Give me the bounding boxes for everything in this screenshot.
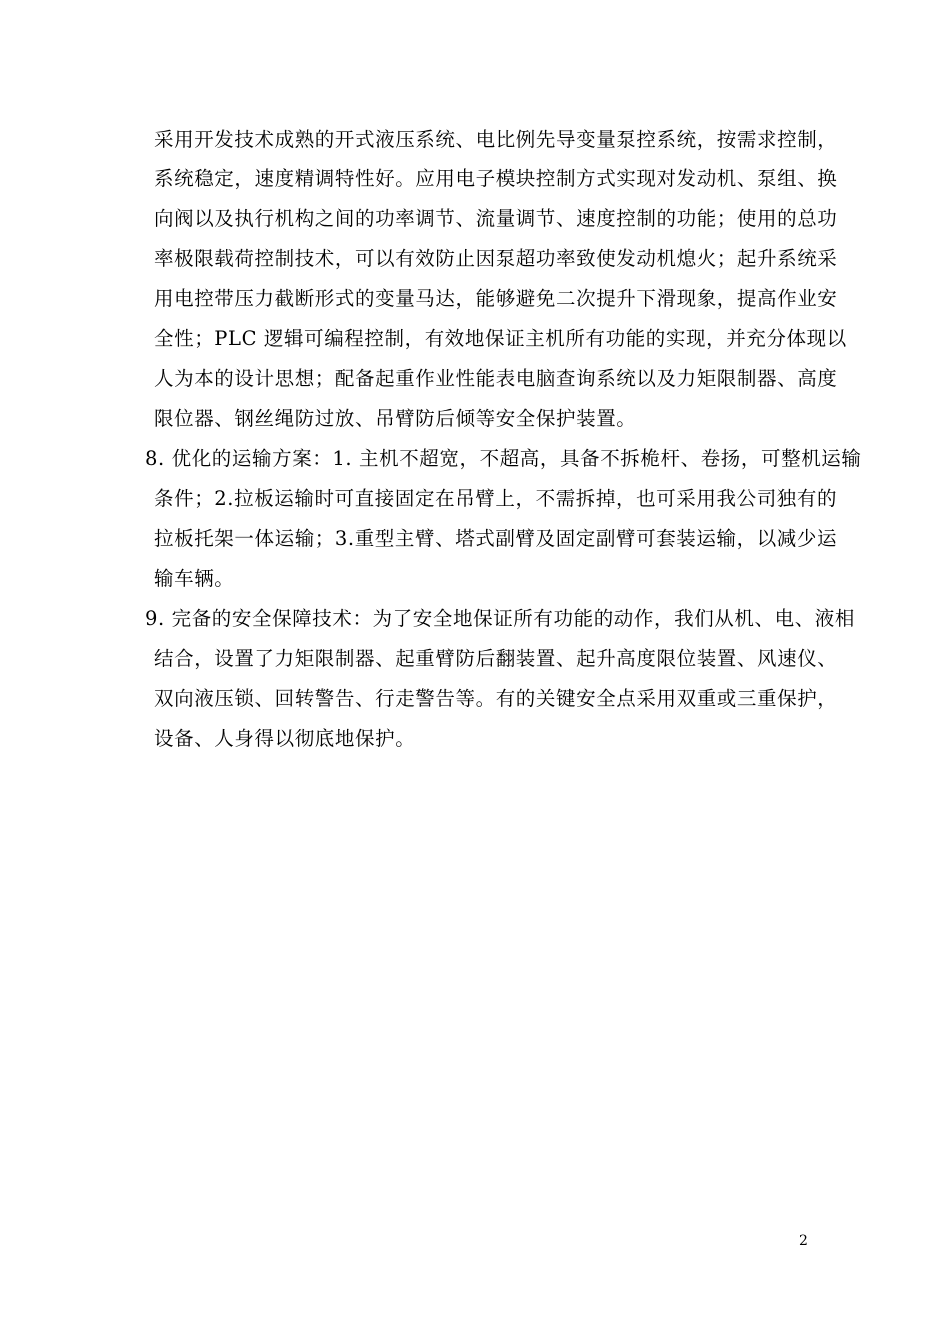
- list-item-8-line: 拉板托架一体运输；3.重型主臂、塔式副臂及固定副臂可套装运输，以减少运: [154, 527, 838, 550]
- paragraph-line: 全性；PLC 逻辑可编程控制，有效地保证主机所有功能的实现，并充分体现以: [154, 327, 847, 350]
- page-number: 2: [799, 1233, 808, 1249]
- paragraph-line: 采用开发技术成熟的开式液压系统、电比例先导变量泵控系统，按需求控制，: [154, 128, 838, 151]
- paragraph-line: 系统稳定，速度精调特性好。应用电子模块控制方式实现对发动机、泵组、换: [154, 167, 838, 190]
- paragraph-line: 率极限载荷控制技术，可以有效防止因泵超功率致使发动机熄火；起升系统采: [154, 247, 838, 270]
- list-item-9-line: 双向液压锁、回转警告、行走警告等。有的关键安全点采用双重或三重保护，: [154, 687, 838, 710]
- paragraph-line: 用电控带压力截断形式的变量马达，能够避免二次提升下滑现象，提高作业安: [154, 287, 838, 310]
- paragraph-line: 人为本的设计思想；配备起重作业性能表电脑查询系统以及力矩限制器、高度: [154, 367, 838, 390]
- list-item-8-line: 条件；2.拉板运输时可直接固定在吊臂上，不需拆掉，也可采用我公司独有的: [154, 487, 838, 510]
- list-item-9-line: 9. 完备的安全保障技术：为了安全地保证所有功能的动作，我们从机、电、液相: [145, 607, 856, 630]
- list-item-8-line: 输车辆。: [154, 567, 235, 590]
- list-item-8-line: 8. 优化的运输方案：1. 主机不超宽，不超高，具备不拆桅杆、卷扬，可整机运输: [145, 447, 862, 470]
- paragraph-line: 向阀以及执行机构之间的功率调节、流量调节、速度控制的功能；使用的总功: [154, 207, 838, 230]
- paragraph-line: 限位器、钢丝绳防过放、吊臂防后倾等安全保护装置。: [154, 407, 637, 430]
- list-item-9-line: 设备、人身得以彻底地保护。: [154, 727, 416, 750]
- list-item-9-line: 结合，设置了力矩限制器、起重臂防后翻装置、起升高度限位装置、风速仪、: [154, 647, 838, 670]
